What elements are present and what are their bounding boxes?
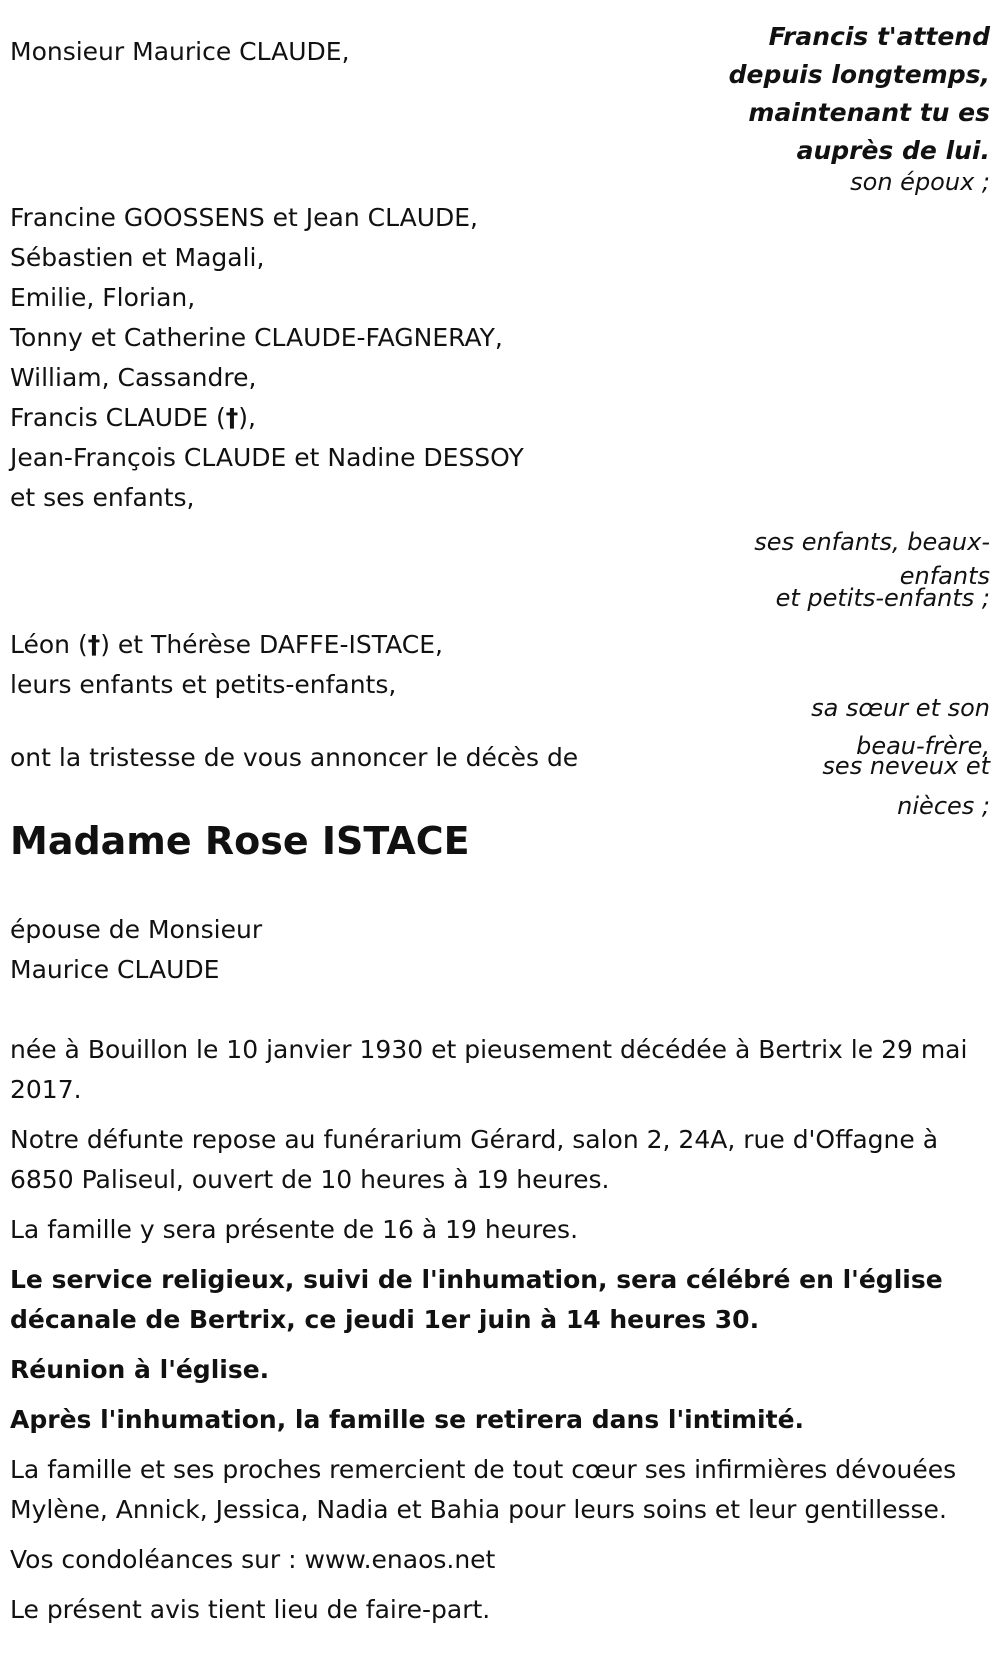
funerarium-paragraph: Notre défunte repose au funérarium Gérard, salon 2, 24A, rue d'Offagne à 6850 Paliseul, ouvert de 10 heures à 19 heures. xyxy=(10,1125,939,1194)
children-relation-3: et petits-enfants ; xyxy=(775,584,990,612)
leon-start: Léon ( xyxy=(10,630,88,659)
spouse-of-line-2: Maurice CLAUDE xyxy=(10,955,220,984)
children-line-1: Francine GOOSSENS et Jean CLAUDE, xyxy=(10,203,478,232)
service-paragraph: Le service religieux, suivi de l'inhumation, sera célébré en l'église décanale de Bertrix, ce jeudi 1er juin à 14 heures 30. xyxy=(10,1265,943,1334)
sibling-block xyxy=(0,625,443,705)
quote-line-1: Francis t'attend xyxy=(768,22,990,51)
sibling-line-1 xyxy=(10,625,443,665)
spouse-line: Monsieur Maurice CLAUDE, xyxy=(10,37,350,66)
sibling-relation xyxy=(811,694,990,820)
condolences-paragraph: Vos condoléances sur : www.enaos.net xyxy=(10,1545,496,1574)
children-line-3: Emilie, Florian, xyxy=(10,283,196,312)
quote-line-4: auprès de lui. xyxy=(796,136,990,165)
family-presence-paragraph: La famille y sera présente de 16 à 19 heures. xyxy=(10,1215,579,1244)
children-line-7: Jean-François CLAUDE et Nadine DESSOY xyxy=(10,443,524,472)
sibling-relation-3: ses neveux et xyxy=(822,752,990,780)
thanks-paragraph: La famille et ses proches remercient de tout cœur ses infirmières dévouées Mylène, Annick, Jessica, Nadia et Bahia pour leurs soins et leur gentillesse. xyxy=(10,1455,957,1524)
children-block xyxy=(0,198,524,518)
children-relation-1: ses enfants, beaux- xyxy=(754,528,990,556)
after-burial-paragraph: Après l'inhumation, la famille se retirera dans l'intimité. xyxy=(10,1405,805,1434)
details-block xyxy=(10,1030,990,1630)
children-line-2: Sébastien et Magali, xyxy=(10,243,265,272)
children-line-5: William, Cassandre, xyxy=(10,363,257,392)
children-line-4: Tonny et Catherine CLAUDE-FAGNERAY, xyxy=(10,323,503,352)
sibling-line-2: leurs enfants et petits-enfants, xyxy=(10,670,397,699)
deceased-name: Madame Rose ISTACE xyxy=(10,819,470,863)
sibling-relation-4: nièces ; xyxy=(897,792,990,820)
children-line-francis xyxy=(10,398,524,438)
quote-line-3: maintenant tu es xyxy=(748,98,990,127)
quote-line-2: depuis longtemps, xyxy=(728,60,990,89)
announcement: ont la tristesse de vous annoncer le décès de xyxy=(10,743,579,772)
children-relation-2: enfants xyxy=(899,562,990,590)
cross-icon: † xyxy=(225,403,239,432)
quote-block xyxy=(729,18,990,170)
spouse-relation: son époux ; xyxy=(850,168,990,196)
children-relation xyxy=(754,528,990,612)
sibling-relation-1: sa sœur et son xyxy=(811,694,990,722)
birth-death-paragraph: née à Bouillon le 10 janvier 1930 et pieusement décédée à Bertrix le 29 mai 2017. xyxy=(10,1035,968,1104)
leon-end: ) et Thérèse DAFFE-ISTACE, xyxy=(100,630,443,659)
spouse-of-block xyxy=(0,910,263,990)
francis-name: Francis CLAUDE ( xyxy=(10,403,226,432)
meeting-paragraph: Réunion à l'église. xyxy=(10,1355,270,1384)
spouse-of-line-1: épouse de Monsieur xyxy=(10,915,263,944)
notice-paragraph: Le présent avis tient lieu de faire-part. xyxy=(10,1595,491,1624)
sibling-relation-2: beau-frère, xyxy=(856,732,990,760)
cross-icon: † xyxy=(87,630,101,659)
francis-end: ), xyxy=(238,403,256,432)
children-line-8: et ses enfants, xyxy=(10,483,195,512)
